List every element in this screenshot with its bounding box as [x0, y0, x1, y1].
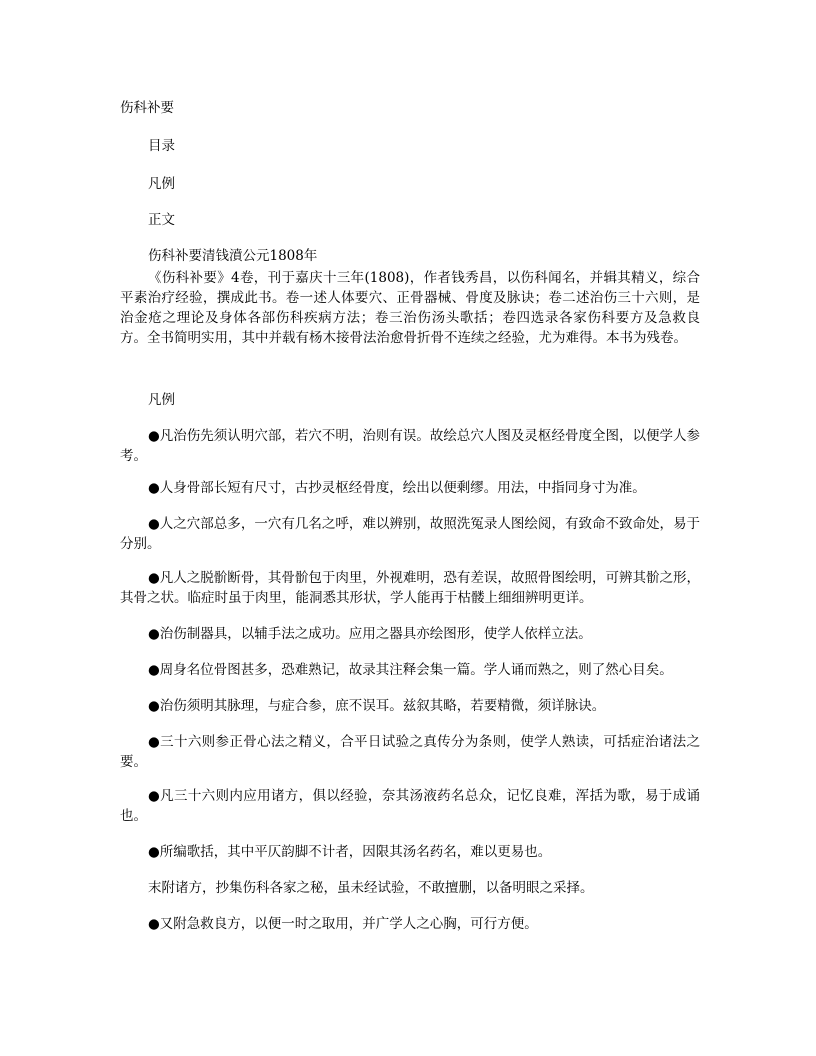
intro-paragraph: 《伤科补要》4卷，刊于嘉庆十三年(1808)，作者钱秀昌，以伤科闻名，并辑其精义，综合平素治疗经验，撰成此书。卷一述人体要穴、正骨器械、骨度及脉诀；卷二述治伤三十六则，是治金疮之理论及身体各部伤科疾病方法；卷三治伤汤头歌括；卷四选录各家伤科要方及急救良方。全书简明实用，其中并载有杨木接骨法治愈骨折骨不连续之经验，尤为难得。本书为残卷。	[120, 270, 700, 346]
list-item: ●所编歌括，其中平仄韵脚不计者，因限其汤名药名，难以更易也。	[148, 844, 552, 860]
list-item: ●周身名位骨图甚多，恐难熟记，故录其注释会集一篇。学人诵而熟之，则了然心目矣。	[148, 662, 673, 678]
list-item: ●凡治伤先须认明穴部，若穴不明，治则有误。故绘总穴人图及灵枢经骨度全图，以便学人参考。	[120, 428, 700, 464]
list-item: ●治伤须明其脉理，与症合参，庶不误耳。兹叙其略，若要精微，须详脉诀。	[148, 698, 606, 714]
section-title: 凡例	[148, 392, 175, 408]
toc-item-contents: 目录	[148, 138, 175, 154]
toc-item-notes: 凡例	[148, 176, 175, 192]
list-item: ●人之穴部总多，一穴有几名之呼，难以辨别，故照洗冤录人图绘阅，有致命不致命处，易于分别。	[120, 516, 700, 552]
header-line: 伤科补要清钱濆公元1808年	[148, 248, 318, 264]
toc-item-body: 正文	[148, 212, 175, 228]
list-item: ●治伤制器具，以辅手法之成功。应用之器具亦绘图形，使学人依样立法。	[148, 626, 592, 642]
list-item: ●三十六则参正骨心法之精义，合平日试验之真传分为条则，使学人熟读，可括症治诸法之要。	[120, 734, 700, 770]
list-item: ●人身骨部长短有尺寸，古抄灵枢经骨度，绘出以便剩缪。用法，中指同身寸为准。	[148, 480, 646, 496]
list-item: ●凡人之脱骱断骨，其骨骱包于肉里，外视难明，恐有差误，故照骨图绘明，可辨其骱之形，其骨之状。临症时虽于肉里，能洞悉其形状，学人能再于枯髅上细细辨明更详。	[120, 570, 700, 606]
list-item: ●凡三十六则内应用诸方，俱以经验，奈其汤液药名总众，记忆良难，浑括为歌，易于成诵也。	[120, 788, 700, 824]
list-item: ●又附急救良方，以便一时之取用，并广学人之心胸，可行方便。	[148, 916, 538, 932]
list-item: 末附诸方，抄集伤科各家之秘，虽未经试验，不敢擅删，以备明眼之采择。	[148, 880, 594, 896]
book-title: 伤科补要	[120, 100, 174, 116]
